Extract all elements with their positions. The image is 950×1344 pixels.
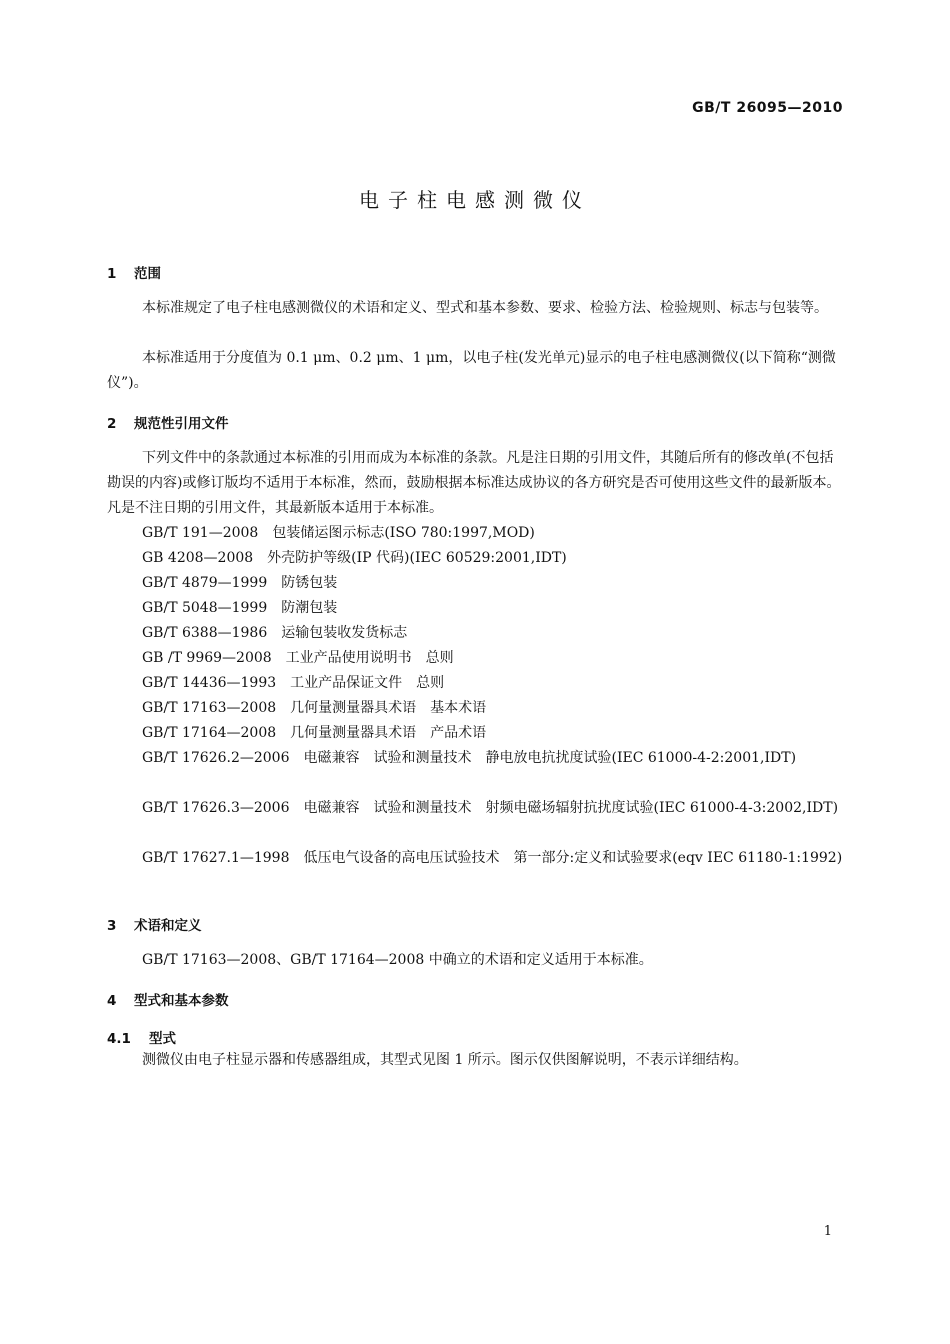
section-number: 4 xyxy=(107,993,117,1009)
reference-item: GB/T 191—2008 包装储运图示标志(ISO 780:1997,MOD) xyxy=(142,525,535,541)
section-3-paragraph-1: GB/T 17163—2008、GB/T 17164—2008 中确立的术语和定义适用于本标准。 xyxy=(142,952,653,968)
section-1-heading xyxy=(107,262,161,282)
section-4-heading xyxy=(107,989,229,1009)
section-title: 型式和基本参数 xyxy=(134,993,229,1009)
subsection-4-1-paragraph-1: 测微仪由电子柱显示器和传感器组成，其型式见图 1 所示。图示仅供图解说明，不表示详细结构。 xyxy=(142,1052,748,1068)
section-title: 规范性引用文件 xyxy=(134,416,229,432)
reference-item: GB/T 4879—1999 防锈包装 xyxy=(142,575,338,591)
section-2-heading xyxy=(107,412,229,432)
page-number: 1 xyxy=(823,1224,832,1239)
section-1-paragraph-2: 本标准适用于分度值为 0.1 μm、0.2 μm、1 μm，以电子柱(发光单元)显示的电子柱电感测微仪(以下简称“测微仪”)。 xyxy=(107,350,836,391)
reference-item: GB/T 14436—1993 工业产品保证文件 总则 xyxy=(142,675,445,691)
reference-item: GB/T 5048—1999 防潮包装 xyxy=(142,600,338,616)
section-number: 1 xyxy=(107,266,117,282)
reference-item: GB/T 17163—2008 几何量测量器具术语 基本术语 xyxy=(142,700,487,716)
reference-item: GB/T 17626.2—2006 电磁兼容 试验和测量技术 静电放电抗扰度试验(IEC 61000-4-2:2001,IDT) xyxy=(142,750,797,766)
section-number: 2 xyxy=(107,416,117,432)
reference-item: GB /T 9969—2008 工业产品使用说明书 总则 xyxy=(142,650,454,666)
section-number: 3 xyxy=(107,918,117,934)
reference-item: GB/T 17626.3—2006 电磁兼容 试验和测量技术 射频电磁场辐射抗扰度试验(IEC 61000-4-3:2002,IDT) xyxy=(142,800,839,816)
document-title: 电子柱电感测微仪 xyxy=(359,188,591,212)
section-title: 术语和定义 xyxy=(134,918,202,934)
section-2-paragraph-1: 下列文件中的条款通过本标准的引用而成为本标准的条款。凡是注日期的引用文件，其随后所有的修改单(不包括勘误的内容)或修订版均不适用于本标准，然而，鼓励根据本标准达成协议的各方研究是否可使用这些文件的最新版本。凡是不注日期的引用文件，其最新版本适用于本标准。 xyxy=(107,450,841,516)
section-1-paragraph-1: 本标准规定了电子柱电感测微仪的术语和定义、型式和基本参数、要求、检验方法、检验规则、标志与包装等。 xyxy=(142,300,828,316)
reference-item: GB/T 6388—1986 运输包装收发货标志 xyxy=(142,625,408,641)
standard-code: GB/T 26095—2010 xyxy=(692,100,843,116)
section-3-heading xyxy=(107,914,202,934)
subsection-title: 型式 xyxy=(149,1031,176,1047)
section-title: 范围 xyxy=(134,266,161,282)
reference-item: GB 4208—2008 外壳防护等级(IP 代码)(IEC 60529:2001,IDT) xyxy=(142,550,567,566)
reference-item: GB/T 17164—2008 几何量测量器具术语 产品术语 xyxy=(142,725,487,741)
subsection-4-1-heading xyxy=(107,1027,176,1047)
subsection-number: 4.1 xyxy=(107,1031,131,1047)
reference-item: GB/T 17627.1—1998 低压电气设备的高电压试验技术 第一部分:定义和试验要求(eqv IEC 61180-1:1992) xyxy=(142,850,843,866)
